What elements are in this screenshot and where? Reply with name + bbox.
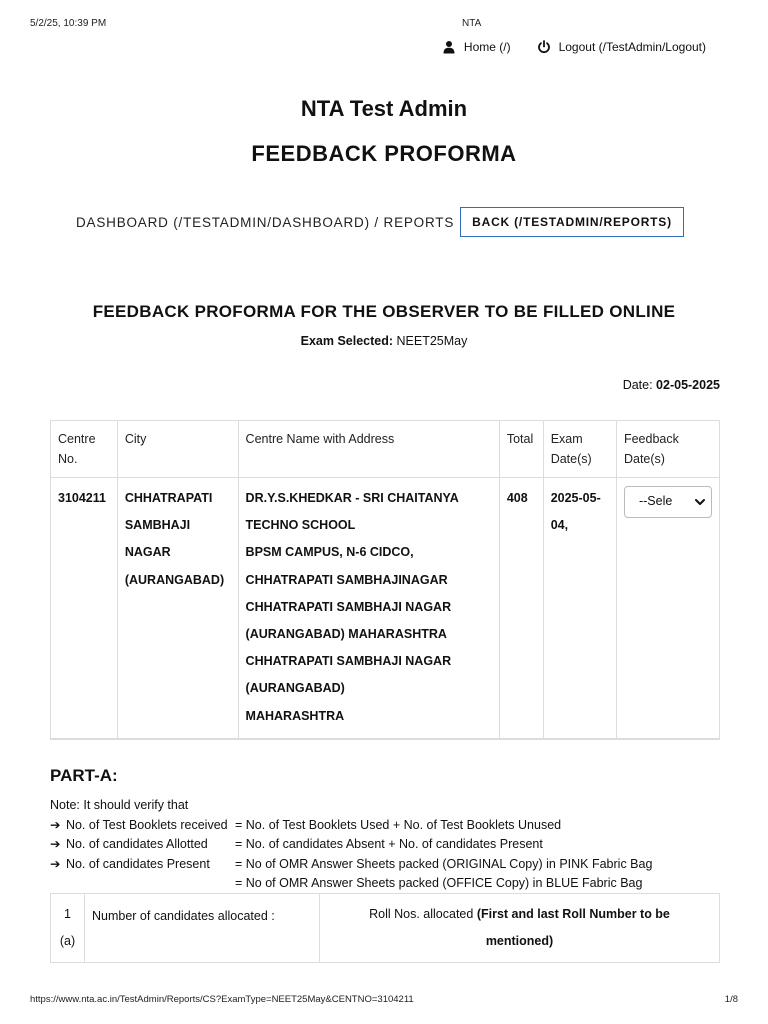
- header-centre-no-line2: No.: [58, 452, 78, 466]
- city-line: (AURANGABAD): [124, 572, 225, 587]
- header-exam-dates: [543, 421, 616, 478]
- report-date-label: Date:: [622, 378, 657, 392]
- centre-table: [50, 420, 720, 740]
- note-rule-lhs: [50, 874, 235, 894]
- roll-nos-cell: [320, 894, 720, 963]
- table-row: [51, 894, 720, 963]
- logout-link[interactable]: [537, 40, 706, 54]
- page-number: 1/8: [724, 994, 738, 1005]
- breadcrumb-row: [76, 207, 684, 237]
- header-centre-no: [51, 421, 118, 478]
- note-rule: [50, 874, 652, 894]
- breadcrumb[interactable]: DASHBOARD (/TESTADMIN/DASHBOARD) / REPORTS: [76, 214, 455, 230]
- note-rule-lhs: No. of candidates Present: [62, 856, 210, 871]
- note-rule: [50, 835, 652, 855]
- header-feedback-dates-line2: Date(s): [623, 452, 665, 466]
- note-rule-lhs: No. of Test Booklets received: [62, 817, 228, 832]
- logout-link-label: Logout (/TestAdmin/Logout): [558, 40, 706, 54]
- part-a-table: [50, 893, 720, 963]
- cell-feedback-date: [616, 478, 719, 739]
- question-text: Number of candidates allocated :: [85, 894, 320, 963]
- print-title: NTA: [462, 18, 482, 29]
- note-rule: [50, 816, 652, 836]
- home-link[interactable]: [442, 40, 511, 54]
- arrow-right-icon: ➔: [50, 856, 61, 871]
- exam-selected-label: Exam Selected:: [300, 334, 394, 348]
- question-number-main: 1: [64, 907, 71, 921]
- cell-total: 408: [499, 478, 543, 739]
- arrow-right-icon: ➔: [50, 837, 61, 851]
- exam-date-line: 2025-05-: [550, 491, 601, 505]
- roll-nos-instruction-cont: mentioned): [485, 934, 554, 948]
- exam-selected-value: NEET25May: [393, 334, 468, 348]
- exam-selected: [0, 334, 768, 348]
- note-rule-rhs: = No. of candidates Absent + No. of candidates Present: [235, 837, 543, 851]
- city-line: SAMBHAJI: [124, 518, 191, 533]
- note-rule-rhs: = No of OMR Answer Sheets packed (ORIGINAL Copy) in PINK Fabric Bag: [235, 856, 653, 871]
- cell-address: [238, 478, 499, 739]
- address-line: CHHATRAPATI SAMBHAJI NAGAR: [245, 599, 452, 614]
- page-title: FEEDBACK PROFORMA: [251, 141, 517, 166]
- exam-date-line: 04,: [550, 518, 569, 533]
- note-rule-lhs: No. of candidates Allotted: [62, 837, 208, 851]
- print-url: https://www.nta.ac.in/TestAdmin/Reports/CS?ExamType=NEET25May&CENTNO=3104211: [30, 994, 414, 1005]
- header-centre-name: Centre Name with Address: [238, 421, 499, 478]
- user-icon: [442, 40, 456, 54]
- address-line: DR.Y.S.KHEDKAR - SRI CHAITANYA: [245, 491, 459, 505]
- feedback-date-select[interactable]: [624, 486, 712, 518]
- address-line: (AURANGABAD): [245, 681, 345, 696]
- note-rule-rhs: = No. of Test Booklets Used + No. of Test Booklets Unused: [235, 817, 562, 832]
- note-rule: [50, 855, 652, 875]
- header-city: City: [117, 421, 238, 478]
- roll-nos-label: Roll Nos. allocated: [369, 907, 477, 921]
- table-row: [51, 478, 720, 739]
- header-total: Total: [499, 421, 543, 478]
- header-exam-dates-line1: Exam: [550, 432, 583, 446]
- header-feedback-dates-line1: Feedback: [623, 432, 679, 446]
- top-nav: [442, 40, 706, 54]
- report-date-value: 02-05-2025: [656, 378, 720, 392]
- header-exam-dates-line2: Date(s): [550, 452, 592, 466]
- part-a-note: [50, 796, 652, 894]
- home-link-label: Home (/): [463, 40, 511, 54]
- chevron-down-icon: [695, 498, 705, 506]
- note-intro: Note: It should verify that: [50, 798, 189, 812]
- report-date: [623, 378, 720, 392]
- city-line: NAGAR: [124, 545, 171, 560]
- header-centre-no-line1: Centre: [58, 432, 96, 446]
- arrow-right-icon: ➔: [50, 817, 61, 832]
- address-line: (AURANGABAD) MAHARASHTRA: [245, 627, 447, 642]
- centre-table-header: [51, 421, 720, 478]
- print-datetime: 5/2/25, 10:39 PM: [30, 18, 107, 29]
- section-title: FEEDBACK PROFORMA FOR THE OBSERVER TO BE FILLED ONLINE: [92, 302, 676, 321]
- back-button[interactable]: BACK (/TESTADMIN/REPORTS): [460, 207, 684, 237]
- cell-city: [117, 478, 238, 739]
- note-rule-rhs: = No of OMR Answer Sheets packed (OFFICE Copy) in BLUE Fabric Bag: [235, 876, 643, 890]
- question-number: [51, 894, 85, 963]
- header-feedback-dates: [616, 421, 719, 478]
- roll-nos-instruction: (First and last Roll Number to be: [476, 907, 670, 921]
- cell-centre-no: 3104211: [51, 478, 118, 739]
- city-line: CHHATRAPATI: [124, 491, 213, 505]
- cell-exam-date: [543, 478, 616, 739]
- address-line: BPSM CAMPUS, N-6 CIDCO,: [245, 545, 414, 560]
- power-icon: [537, 40, 551, 54]
- address-line: CHHATRAPATI SAMBHAJINAGAR: [245, 572, 448, 587]
- part-a-title: PART-A:: [50, 766, 118, 785]
- address-line: CHHATRAPATI SAMBHAJI NAGAR: [245, 654, 452, 669]
- question-number-sub: (a): [59, 934, 76, 948]
- app-title: NTA Test Admin: [300, 96, 468, 121]
- feedback-date-select-value: --Sele: [638, 494, 673, 509]
- address-line: TECHNO SCHOOL: [245, 518, 356, 533]
- address-line: MAHARASHTRA: [245, 708, 345, 723]
